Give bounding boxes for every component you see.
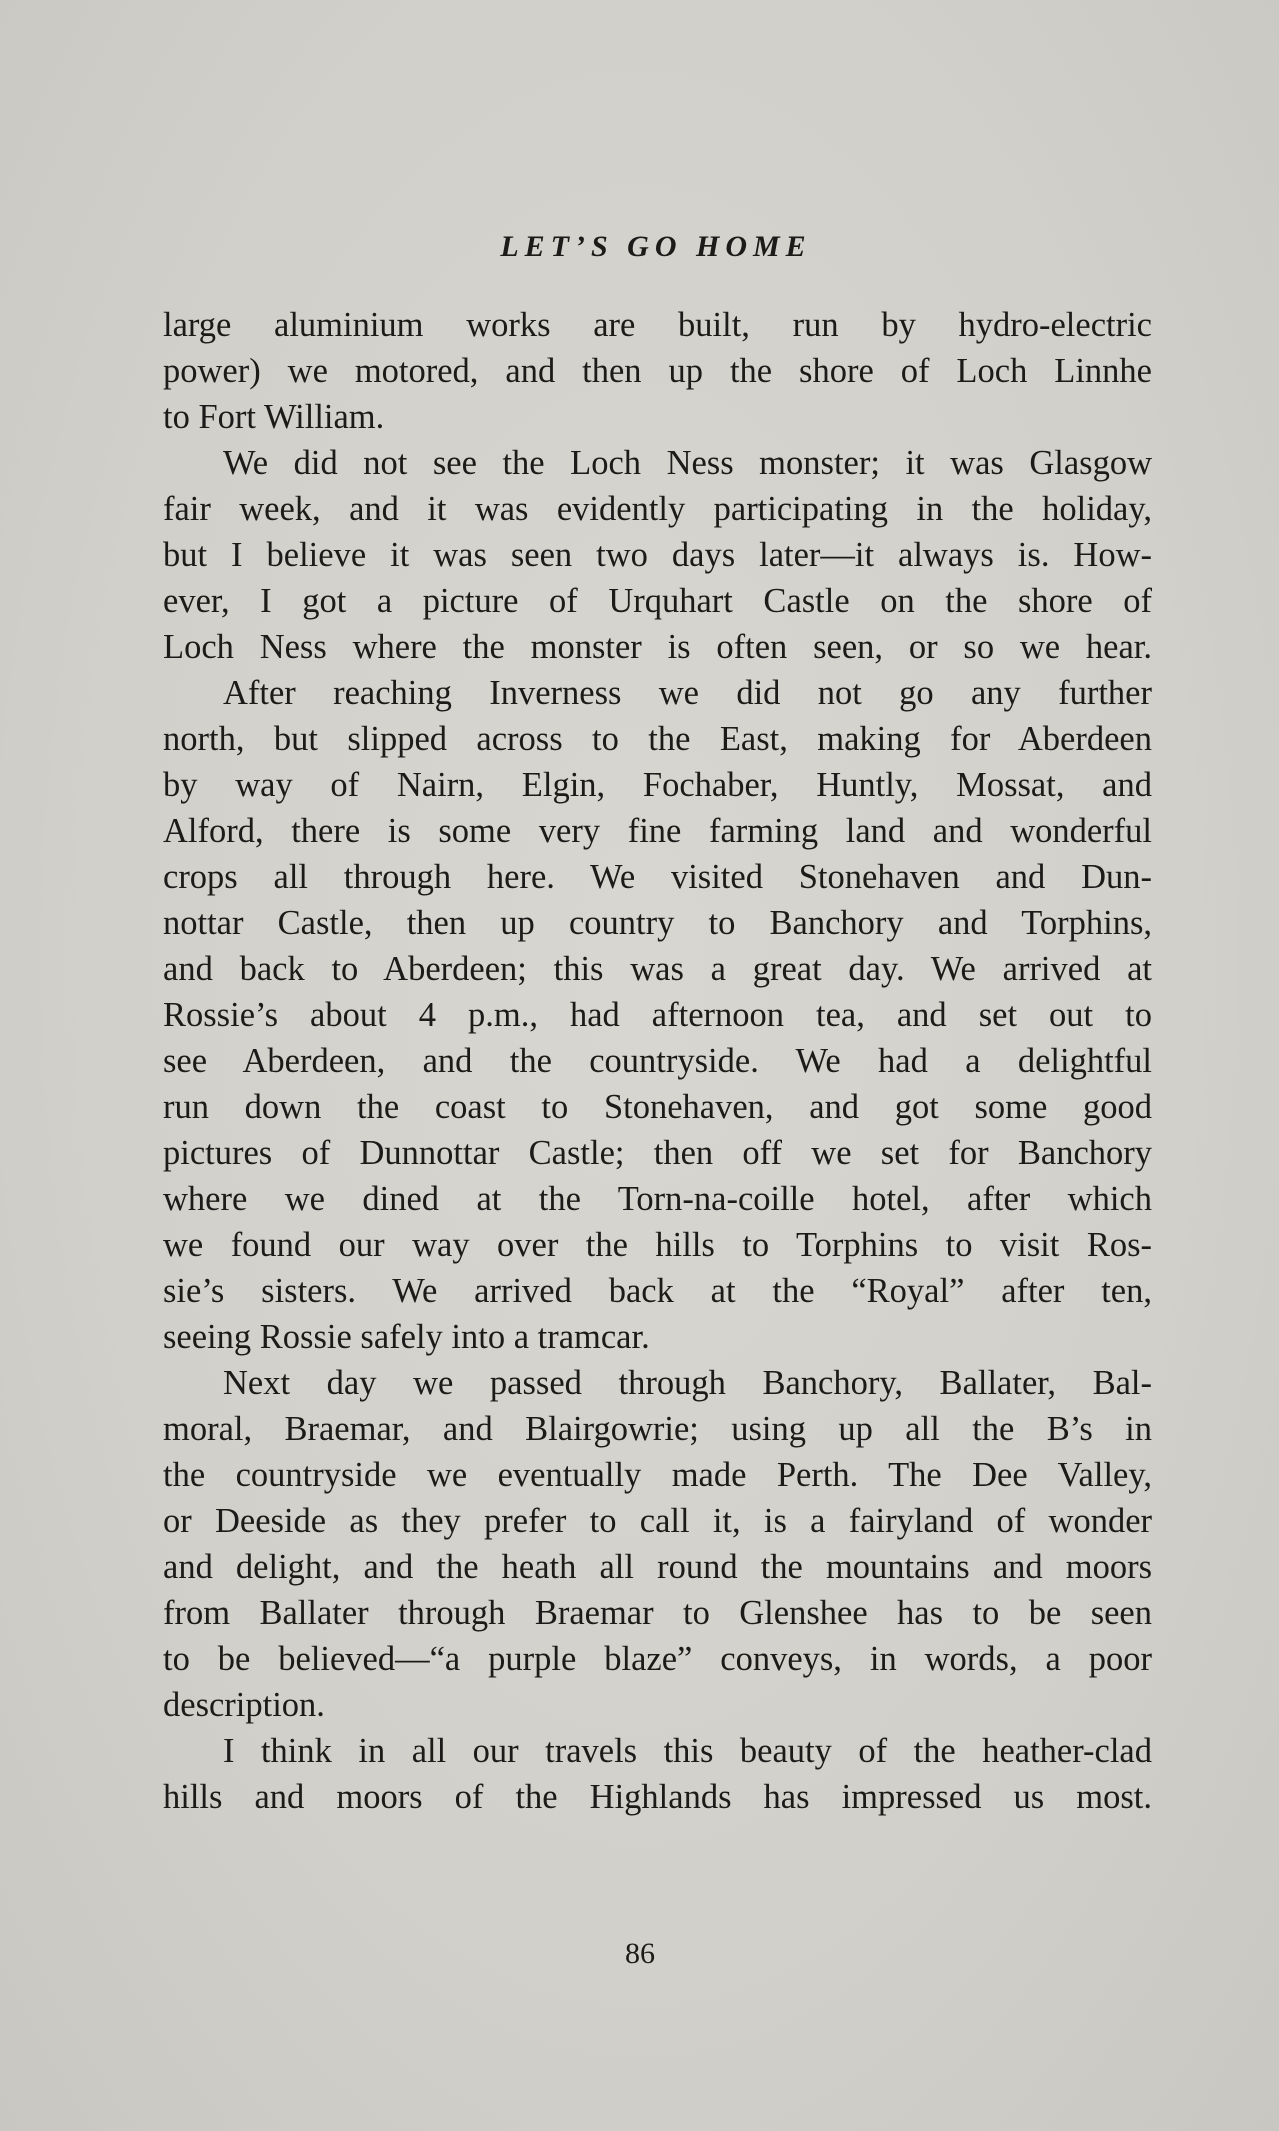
text-line: and delight, and the heath all round the mountains and moors — [163, 1548, 1152, 1586]
text-line: crops all through here. We visited Stonehaven and Dun- — [163, 858, 1152, 896]
running-head: LET’S GO HOME — [500, 230, 812, 263]
text-line: from Ballater through Braemar to Glenshee has to be seen — [163, 1594, 1152, 1632]
text-line: see Aberdeen, and the countryside. We had a delightful — [163, 1042, 1152, 1080]
text-line: seeing Rossie safely into a tramcar. — [163, 1318, 650, 1356]
text-line: where we dined at the Torn-na-coille hotel, after which — [163, 1180, 1152, 1218]
text-line: to be believed—“a purple blaze” conveys, in words, a poor — [163, 1640, 1152, 1678]
text-line: I think in all our travels this beauty of the heather-clad — [223, 1732, 1152, 1770]
text-line: run down the coast to Stonehaven, and got some good — [163, 1088, 1152, 1126]
text-line: Next day we passed through Banchory, Ballater, Bal- — [223, 1364, 1152, 1402]
text-line: to Fort William. — [163, 398, 385, 436]
text-line: moral, Braemar, and Blairgowrie; using up all the B’s in — [163, 1410, 1152, 1448]
text-line: power) we motored, and then up the shore of Loch Linnhe — [163, 352, 1152, 390]
page-number: 86 — [625, 1937, 655, 1970]
text-line: nottar Castle, then up country to Banchory and Torphins, — [163, 904, 1152, 942]
text-line: we found our way over the hills to Torphins to visit Ros- — [163, 1226, 1152, 1264]
paragraph — [163, 440, 1152, 670]
paragraph — [163, 1360, 1152, 1728]
text-line: hills and moors of the Highlands has impressed us most. — [163, 1778, 1152, 1816]
text-line: sie’s sisters. We arrived back at the “Royal” after ten, — [163, 1272, 1152, 1310]
text-line: ever, I got a picture of Urquhart Castle on the shore of — [163, 582, 1152, 620]
paragraph — [163, 302, 1152, 440]
body-text — [163, 302, 1152, 1820]
text-line: north, but slipped across to the East, making for Aberdeen — [163, 720, 1152, 758]
text-line: fair week, and it was evidently participating in the holiday, — [163, 490, 1152, 528]
text-line: After reaching Inverness we did not go any further — [223, 674, 1152, 712]
text-line: description. — [163, 1686, 325, 1724]
paragraph — [163, 1728, 1152, 1820]
text-line: and back to Aberdeen; this was a great day. We arrived at — [163, 950, 1152, 988]
text-line: pictures of Dunnottar Castle; then off we set for Banchory — [163, 1134, 1152, 1172]
text-line: large aluminium works are built, run by hydro-electric — [163, 306, 1152, 344]
text-line: Rossie’s about 4 p.m., had afternoon tea, and set out to — [163, 996, 1152, 1034]
text-line: Alford, there is some very fine farming land and wonderful — [163, 812, 1152, 850]
text-line: or Deeside as they prefer to call it, is a fairyland of wonder — [163, 1502, 1152, 1540]
paragraph — [163, 670, 1152, 1360]
text-line: by way of Nairn, Elgin, Fochaber, Huntly, Mossat, and — [163, 766, 1152, 804]
text-line: but I believe it was seen two days later—it always is. How- — [163, 536, 1152, 574]
text-line: the countryside we eventually made Perth. The Dee Valley, — [163, 1456, 1152, 1494]
text-line: We did not see the Loch Ness monster; it was Glasgow — [223, 444, 1152, 482]
text-line: Loch Ness where the monster is often seen, or so we hear. — [163, 628, 1152, 666]
